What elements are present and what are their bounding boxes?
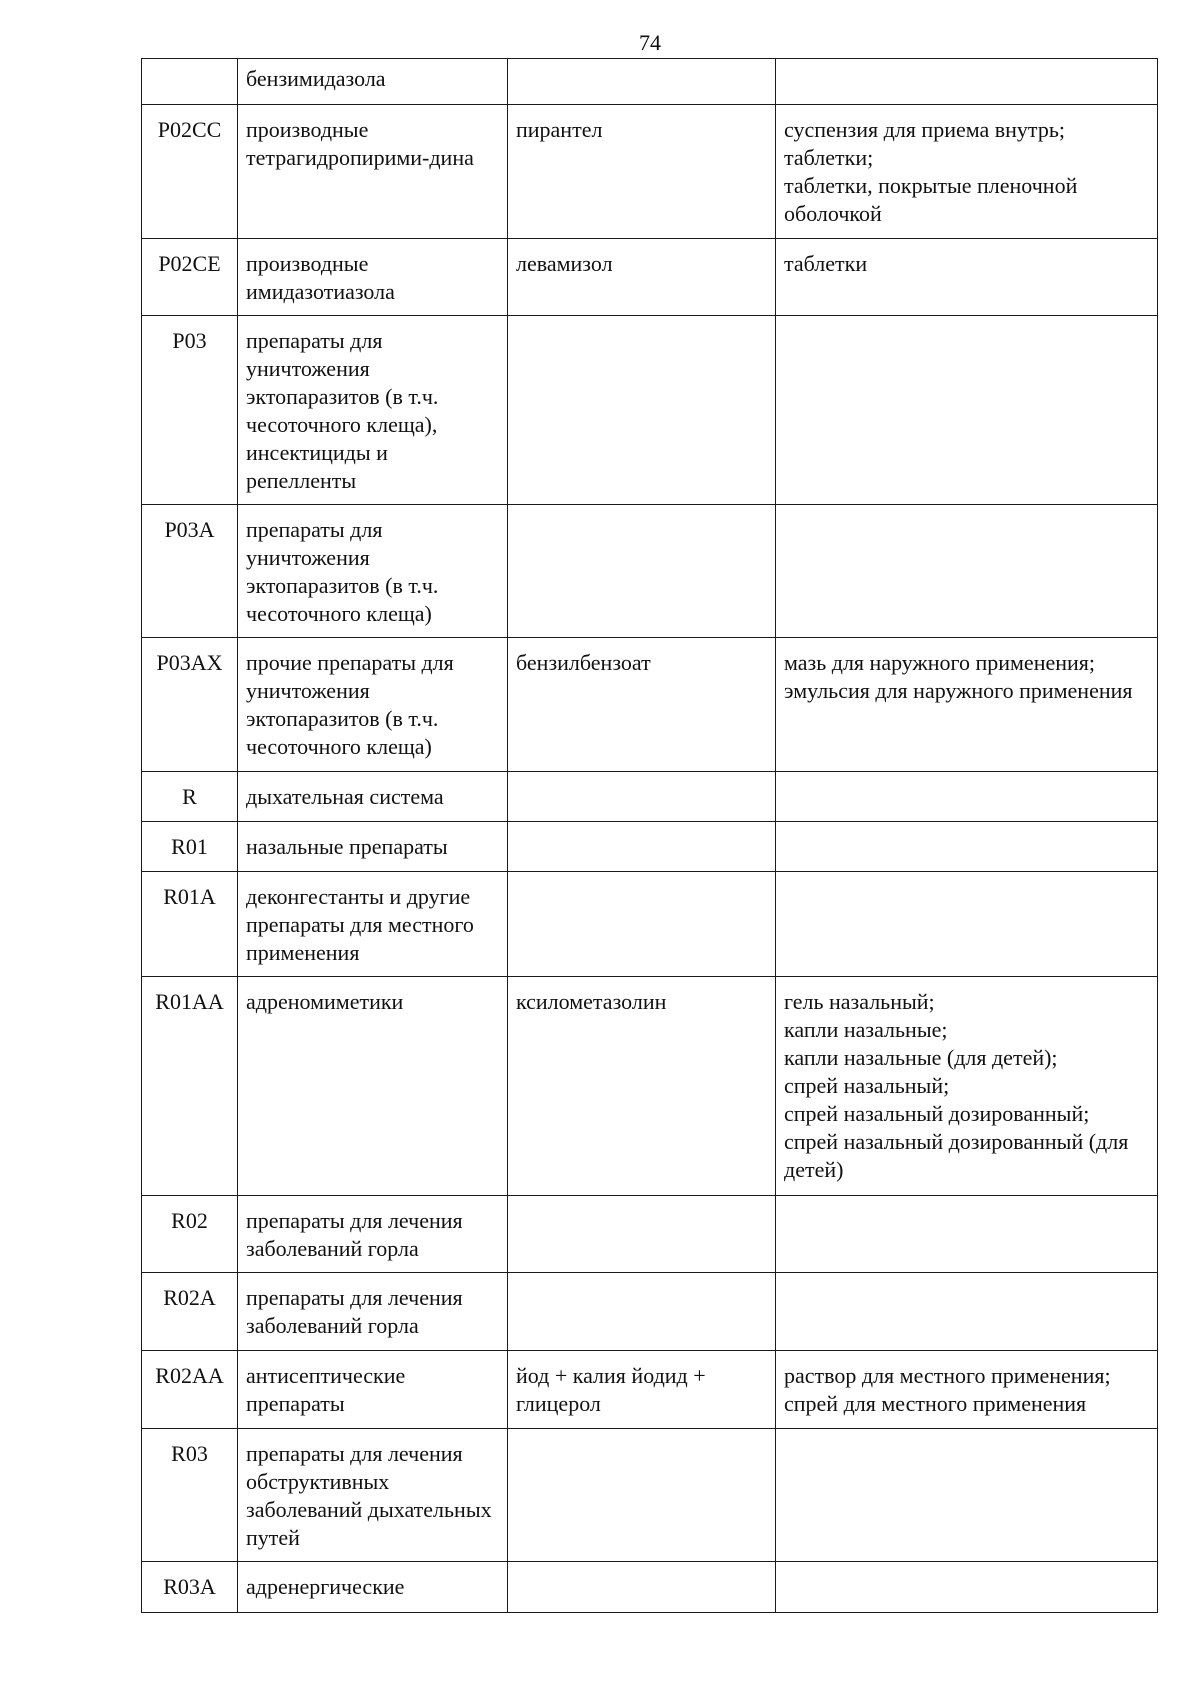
atc-code-cell: R01A bbox=[142, 872, 238, 977]
pharmacological-group-cell: адреномиметики bbox=[238, 977, 508, 1196]
table-row bbox=[142, 105, 1158, 239]
drug-name-cell: бензилбензоат bbox=[508, 638, 776, 772]
drug-name-cell bbox=[508, 316, 776, 505]
atc-code-cell: R02 bbox=[142, 1196, 238, 1273]
pharmacological-group-cell: прочие препараты для уничтожения эктопаразитов (в т.ч. чесоточного клеща) bbox=[238, 638, 508, 772]
table-row bbox=[142, 822, 1158, 872]
drug-name-cell: ксилометазолин bbox=[508, 977, 776, 1196]
atc-code-cell: R01 bbox=[142, 822, 238, 872]
table-row bbox=[142, 505, 1158, 638]
table-row bbox=[142, 1351, 1158, 1429]
page-number: 74 bbox=[639, 30, 661, 55]
table-row bbox=[142, 1273, 1158, 1351]
dosage-forms-cell bbox=[776, 505, 1158, 638]
pharmacological-group-cell: антисептические препараты bbox=[238, 1351, 508, 1429]
pharmacological-group-cell: дыхательная система bbox=[238, 772, 508, 822]
drug-name-cell: пирантел bbox=[508, 105, 776, 239]
drug-name-cell bbox=[508, 59, 776, 105]
pharmacological-group-cell: препараты для уничтожения эктопаразитов (в т.ч. чесоточного клеща), инсектициды и репелленты bbox=[238, 316, 508, 505]
table-row bbox=[142, 772, 1158, 822]
table-row bbox=[142, 316, 1158, 505]
pharmacological-group-cell: производные имидазотиазола bbox=[238, 239, 508, 316]
table-row bbox=[142, 977, 1158, 1196]
dosage-forms-cell: мазь для наружного применения; эмульсия для наружного применения bbox=[776, 638, 1158, 772]
pharmacological-group-cell: препараты для уничтожения эктопаразитов (в т.ч. чесоточного клеща) bbox=[238, 505, 508, 638]
drug-name-cell bbox=[508, 1429, 776, 1562]
table-row bbox=[142, 59, 1158, 105]
table-row bbox=[142, 239, 1158, 316]
dosage-forms-cell bbox=[776, 772, 1158, 822]
dosage-forms-cell bbox=[776, 1196, 1158, 1273]
atc-code-cell: R03A bbox=[142, 1562, 238, 1613]
pharmacological-group-cell: деконгестанты и другие препараты для местного применения bbox=[238, 872, 508, 977]
table-row bbox=[142, 1429, 1158, 1562]
pharmacological-group-cell: препараты для лечения обструктивных заболеваний дыхательных путей bbox=[238, 1429, 508, 1562]
dosage-forms-cell bbox=[776, 1429, 1158, 1562]
medication-table bbox=[141, 58, 1158, 1613]
drug-name-cell bbox=[508, 1196, 776, 1273]
dosage-forms-cell bbox=[776, 59, 1158, 105]
drug-name-cell bbox=[508, 872, 776, 977]
dosage-forms-cell: таблетки bbox=[776, 239, 1158, 316]
dosage-forms-cell: раствор для местного применения; спрей для местного применения bbox=[776, 1351, 1158, 1429]
dosage-forms-cell bbox=[776, 872, 1158, 977]
atc-code-cell: R02AA bbox=[142, 1351, 238, 1429]
pharmacological-group-cell: производные тетрагидропирими-дина bbox=[238, 105, 508, 239]
dosage-forms-cell bbox=[776, 1273, 1158, 1351]
atc-code-cell: R03 bbox=[142, 1429, 238, 1562]
dosage-forms-cell bbox=[776, 1562, 1158, 1613]
atc-code-cell: R02A bbox=[142, 1273, 238, 1351]
dosage-forms-cell: гель назальный; капли назальные; капли назальные (для детей); спрей назальный; спрей назальный дозированный; спрей назальный дозированный (для детей) bbox=[776, 977, 1158, 1196]
drug-name-cell bbox=[508, 1273, 776, 1351]
pharmacological-group-cell: бензимидазола bbox=[238, 59, 508, 105]
drug-name-cell: йод + калия йодид + глицерол bbox=[508, 1351, 776, 1429]
atc-code-cell: P02CC bbox=[142, 105, 238, 239]
atc-code-cell: P03 bbox=[142, 316, 238, 505]
atc-code-cell: R01AA bbox=[142, 977, 238, 1196]
drug-name-cell bbox=[508, 505, 776, 638]
pharmacological-group-cell: назальные препараты bbox=[238, 822, 508, 872]
table-row bbox=[142, 872, 1158, 977]
pharmacological-group-cell: препараты для лечения заболеваний горла bbox=[238, 1196, 508, 1273]
drug-name-cell bbox=[508, 772, 776, 822]
table-row bbox=[142, 638, 1158, 772]
drug-name-cell: левамизол bbox=[508, 239, 776, 316]
drug-name-cell bbox=[508, 1562, 776, 1613]
atc-code-cell: P03AX bbox=[142, 638, 238, 772]
dosage-forms-cell bbox=[776, 316, 1158, 505]
atc-code-cell bbox=[142, 59, 238, 105]
atc-code-cell: P03A bbox=[142, 505, 238, 638]
dosage-forms-cell bbox=[776, 822, 1158, 872]
dosage-forms-cell: суспензия для приема внутрь; таблетки; таблетки, покрытые пленочной оболочкой bbox=[776, 105, 1158, 239]
atc-code-cell: P02CE bbox=[142, 239, 238, 316]
atc-code-cell: R bbox=[142, 772, 238, 822]
pharmacological-group-cell: адренергические bbox=[238, 1562, 508, 1613]
table-row bbox=[142, 1196, 1158, 1273]
table-row bbox=[142, 1562, 1158, 1613]
pharmacological-group-cell: препараты для лечения заболеваний горла bbox=[238, 1273, 508, 1351]
drug-name-cell bbox=[508, 822, 776, 872]
